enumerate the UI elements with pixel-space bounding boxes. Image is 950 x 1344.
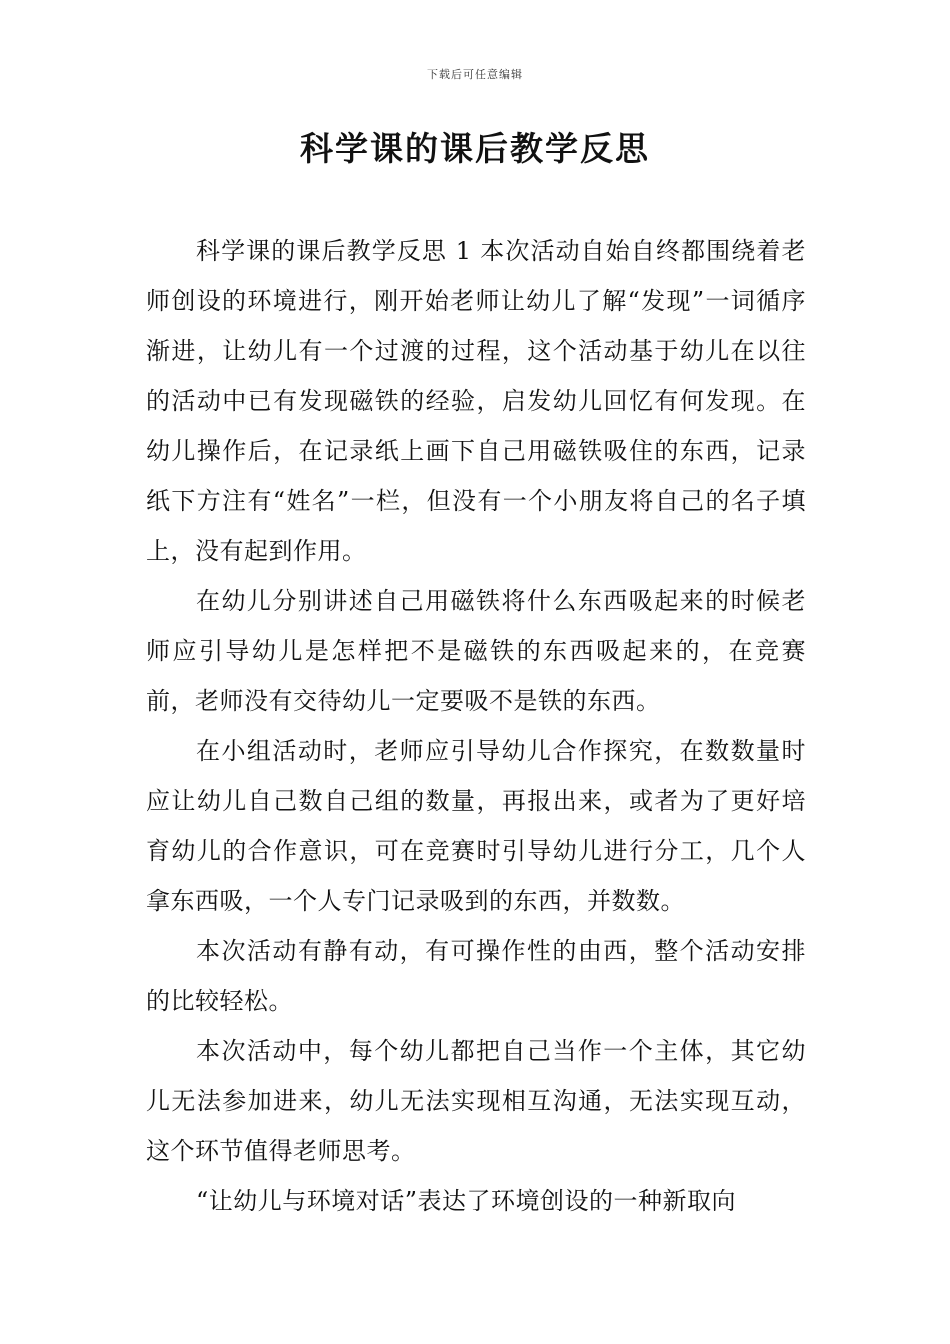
paragraph-3: 在小组活动时，老师应引导幼儿合作探究，在数数量时应让幼儿自己数自己组的数量，再报出来，或者为了更好培育幼儿的合作意识，可在竞赛时引导幼儿进行分工，几个人拿东西吸，一个人专门记录吸到的东西，并数数。 <box>146 737 806 915</box>
paragraph-6: “让幼儿与环境对话”表达了环境创设的一种新取向 <box>196 1187 737 1215</box>
header-note: 下载后可任意编辑 <box>427 68 523 81</box>
paragraph-2: 在幼儿分别讲述自己用磁铁将什么东西吸起来的时候老师应引导幼儿是怎样把不是磁铁的东西吸起来的，在竞赛前，老师没有交待幼儿一定要吸不是铁的东西。 <box>146 587 806 715</box>
paragraph-1: 科学课的课后教学反思 1 本次活动自始自终都围绕着老师创设的环境进行，刚开始老师让幼儿了解“发现”一词循序渐进，让幼儿有一个过渡的过程，这个活动基于幼儿在以往的活动中已有发现磁铁的经验，启发幼儿回忆有何发现。在幼儿操作后，在记录纸上画下自己用磁铁吸住的东西，记录纸下方注有“姓名”一栏，但没有一个小朋友将自己的名子填上，没有起到作用。 <box>146 237 806 565</box>
document-title: 科学课的课后教学反思 <box>300 129 650 168</box>
document-body <box>146 226 806 1226</box>
paragraph-4: 本次活动有静有动，有可操作性的由西，整个活动安排的比较轻松。 <box>146 937 806 1015</box>
paragraph-5: 本次活动中，每个幼儿都把自己当作一个主体，其它幼儿无法参加进来，幼儿无法实现相互沟通，无法实现互动，这个环节值得老师思考。 <box>146 1037 806 1165</box>
